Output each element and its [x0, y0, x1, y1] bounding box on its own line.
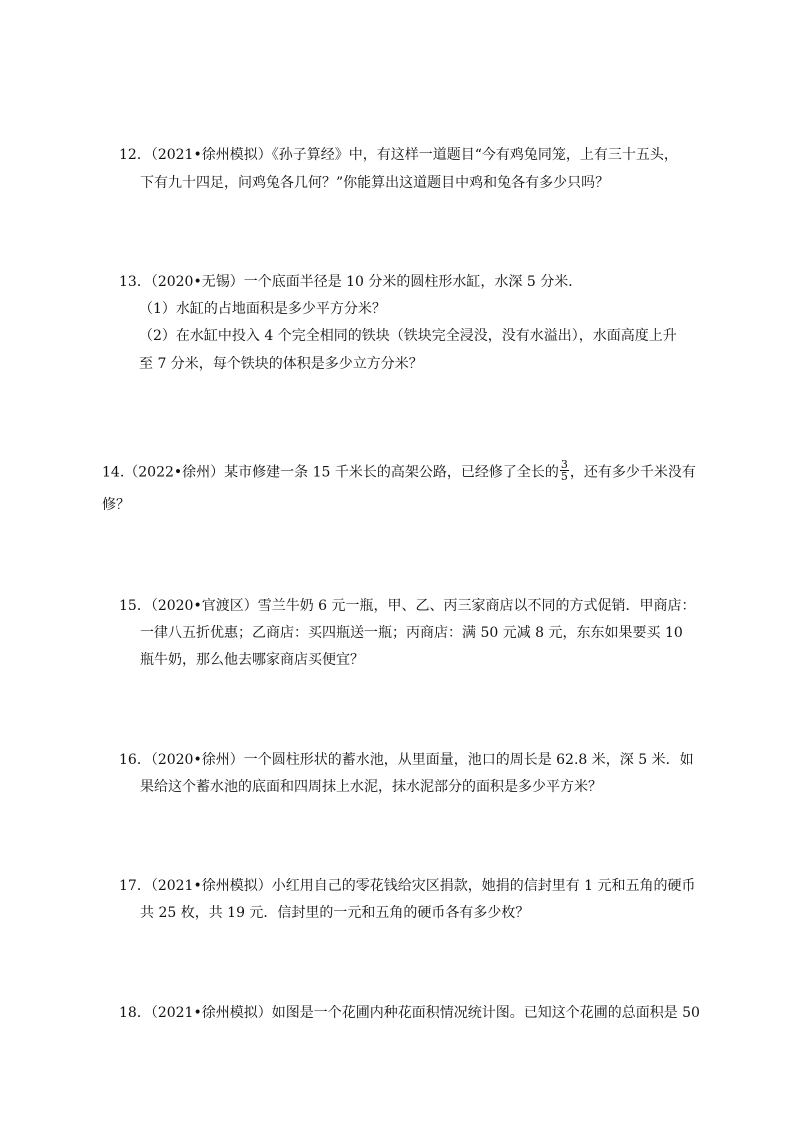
question-16-line-1: 16．（2020•徐州）一个圆柱形状的蓄水池，从里面量，池口的周长是 62.8 米，深 5 米．如: [119, 752, 694, 768]
question-14-text-before-fraction: 14.（2022•徐州）某市修建一条 15 千米长的高架公路，已经修了全长的: [102, 464, 559, 481]
question-13-sub-1: （1）水缸的占地面积是多少平方分米？: [139, 301, 386, 317]
question-13-sub-2-continued: 至 7 分米，每个铁块的体积是多少立方分米？: [139, 356, 423, 372]
question-12-line-1: 12．（2021•徐州模拟）《孙子算经》中，有这样一道题目“今有鸡兔同笼，上有三十五头，: [119, 147, 678, 163]
question-16-line-2: 果给这个蓄水池的底面和四周抹上水泥，抹水泥部分的面积是多少平方米？: [140, 779, 602, 795]
question-17-line-2: 共 25 枚，共 19 元．信封里的一元和五角的硬币各有多少枚？: [140, 905, 530, 921]
question-13-sub-2: （2）在水缸中投入 4 个完全相同的铁块（铁块完全浸没，没有水溢出），水面高度上升: [139, 328, 677, 344]
question-17-line-1: 17．（2021•徐州模拟）小红用自己的零花钱给灾区捐款，她捐的信封里有 1 元和五角的硬币: [119, 878, 696, 894]
question-14-line-2: 修？: [102, 497, 130, 513]
question-14-text-after-fraction: ，还有多少千米没有: [569, 464, 696, 481]
question-15-line-1: 15．（2020•官渡区）雪兰牛奶 6 元一瓶，甲、乙、丙三家商店以不同的方式促销．甲商店：: [119, 598, 696, 614]
question-13-line-1: 13．（2020•无锡）一个底面半径是 10 分米的圆柱形水缸，水深 5 分米．: [119, 274, 583, 290]
question-12-line-2: 下有九十四足，问鸡兔各几何？”你能算出这道题目中鸡和兔各有多少只吗？: [140, 175, 610, 191]
question-14-line-1: [102, 458, 696, 484]
question-15-line-3: 瓶牛奶，那么他去哪家商店买便宜？: [140, 652, 364, 668]
question-15-line-2: 一律八五折优惠；乙商店：买四瓶送一瓶；丙商店：满 50 元减 8 元，东东如果要买 10: [140, 625, 683, 641]
fraction-denominator: 5: [560, 470, 568, 483]
fraction-numerator: 3: [560, 458, 568, 471]
question-18-line-1: 18．（2021•徐州模拟）如图是一个花圃内种花面积情况统计图。已知这个花圃的总面积是 50: [119, 1005, 700, 1021]
fraction-three-fifths: [560, 459, 569, 482]
